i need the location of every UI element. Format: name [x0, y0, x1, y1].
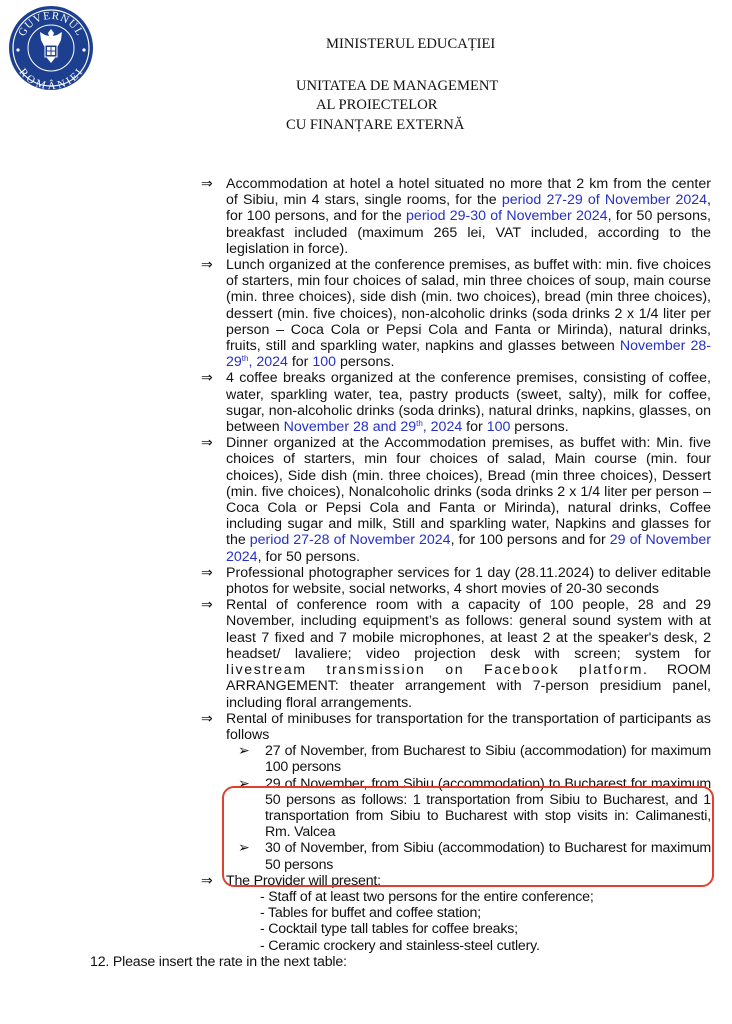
text: 30 of November, from Sibiu (accommodation) to Bucharest for maximum 50 persons: [265, 840, 711, 873]
text: for: [462, 419, 487, 436]
highlighted-date: November 28 and 29: [283, 419, 417, 436]
list-item-dinner: [201, 435, 711, 565]
arrow-bullet-icon: ⇒: [201, 597, 213, 614]
svg-text:ROMÂNIEI: ROMÂNIEI: [16, 66, 86, 91]
text: 27 of November, from Bucharest to Sibiu (accommodation) for maximum 100 persons: [265, 743, 711, 776]
text: Professional photographer services for 1 day (28.11.2024) to deliver editable photos for website, social networks, 4 short movies of 20-30 seconds: [226, 564, 711, 598]
ordinal-suffix: th: [416, 419, 423, 429]
text: ROOM ARRANGEMENT: theater arrangement with 7-person presidium panel, including floral arrangements.: [226, 662, 712, 711]
text: Lunch organized at the conference premises, as buffet with: min. five choices of starters, min four choices of salad, min three choices of soup, main course (min. three choices), side dish (min. two choices), bread (min three choices), dessert (min. five choices), non-alcoholic drinks (soda drinks 2 x 1/4 liter per person – Coca Cola or Pepsi Cola and Fanta or Mirinda), natural drinks, fruits, still and sparkling water, napkins and glasses between: [226, 257, 711, 355]
text: , for 100 persons, and for the: [226, 192, 711, 225]
text: 4 coffee breaks organized at the conference premises, consisting of coffee, water, sparkling water, tea, pastry products (sweet, salty), milk for coffee, sugar, non-alcoholic drinks (soda drinks), natural drinks, napkins, glasses, on between: [226, 370, 711, 436]
provider-item: - Staff of at least two persons for the entire conference;: [260, 888, 594, 905]
highlighted-count: 100: [486, 419, 511, 436]
text: Rental of minibuses for transportation for the transportation of participants as follows: [226, 710, 711, 743]
highlighted-date: , 2024: [248, 354, 288, 371]
list-item-conference-room: [201, 597, 712, 711]
unit-title-line2: AL PROIECTELOR: [316, 97, 438, 113]
text: persons.: [336, 354, 395, 371]
text: Dinner organized at the Accommodation premises, as buffet with: Min. five choices of starters, min four choices of salad, Main course (min. four choices), Side dish (min. three choices), Bread (min three choices), Dessert (min. five choices), Nonalcoholic drinks (soda drinks 2 x 1/4 liter per person – Coca Cola or Pepsi Cola and Fanta or Mirinda), natural drinks, Coffee including sugar and milk, Still and sparkling water, Napkins and glasses for the: [226, 435, 711, 549]
arrow-bullet-icon: ⇒: [201, 710, 213, 727]
text: livestream transmission on Facebook platform.: [226, 662, 649, 679]
list-item-accommodation: [201, 176, 711, 257]
arrow-bullet-icon: ⇒: [201, 435, 213, 452]
ministry-title: MINISTERUL EDUCAȚIEI: [326, 36, 496, 52]
arrow-bullet-icon: ⇒: [201, 176, 213, 192]
arrowhead-bullet-icon: ➢: [238, 775, 250, 792]
list-item-lunch: [201, 257, 711, 371]
provider-item: - Tables for buffet and coffee station;: [260, 905, 481, 922]
provider-item: - Ceramic crockery and stainless-steel cutlery.: [260, 937, 540, 954]
highlighted-date: , 2024: [422, 419, 463, 436]
provider-item: - Cocktail type tall tables for coffee breaks;: [260, 921, 518, 938]
list-item-minibuses: [201, 710, 711, 743]
arrow-bullet-icon: ⇒: [201, 257, 213, 274]
text: Accommodation at hotel a hotel situated no more that 2 km from the center of Sibiu, min 4 stars, single rooms, for the: [226, 176, 711, 209]
highlighted-count: 100: [312, 354, 337, 371]
unit-title-line3: CU FINANȚARE EXTERNĂ: [286, 117, 465, 133]
arrow-bullet-icon: ⇒: [201, 872, 213, 889]
red-highlight-annotation: [222, 786, 714, 887]
text: for: [287, 354, 313, 371]
arrowhead-bullet-icon: ➢: [238, 743, 250, 760]
ordinal-suffix: th: [241, 354, 249, 364]
text: , for 50 persons, breakfast included (maximum 265 lei, VAT included, according to the legislation in force).: [226, 208, 711, 257]
text: persons.: [510, 419, 569, 436]
svg-text:GUVERNUL: GUVERNUL: [16, 9, 86, 39]
government-seal-logo: [8, 5, 94, 91]
text: Rental of conference room with a capacity of 100 people, 28 and 29 November, including equipment’s as follows: general sound system with at least 7 fixed and 7 mobile microphones, at least 2 at the speaker's desk, 2 headset/ lavaliere; video projection desk with screen; system for: [226, 597, 711, 662]
highlighted-date: period 27-28 of November 2024: [249, 532, 451, 549]
text: , for 50 persons.: [257, 548, 361, 565]
highlighted-date: November 28-29: [226, 338, 711, 371]
arrow-bullet-icon: ⇒: [201, 370, 213, 387]
arrowhead-bullet-icon: ➢: [238, 840, 250, 857]
list-item-coffee-breaks: [201, 370, 711, 436]
list-item-photographer: [201, 564, 711, 598]
highlighted-date: period 29-30 of November 2024: [406, 208, 608, 225]
highlighted-date: 29 of November 2024: [226, 532, 711, 565]
text: The Provider will present:: [226, 872, 381, 889]
highlighted-date: period 27-29 of November 2024: [501, 192, 708, 209]
transport-item: [238, 743, 711, 776]
text: , for 100 persons and for: [450, 532, 610, 549]
arrow-bullet-icon: ⇒: [201, 564, 213, 581]
numbered-item-12: 12. Please insert the rate in the next table:: [90, 953, 347, 970]
unit-title-line1: UNITATEA DE MANAGEMENT: [296, 78, 499, 94]
text: 29 of November, from Sibiu (accommodation) to Bucharest for maximum 50 persons as follows: 1 transportation from Sibiu to Bucharest, and 1 transportation from Sibiu to Bucharest with stop visits in: Calimanesti, Rm. Valcea: [265, 775, 711, 841]
